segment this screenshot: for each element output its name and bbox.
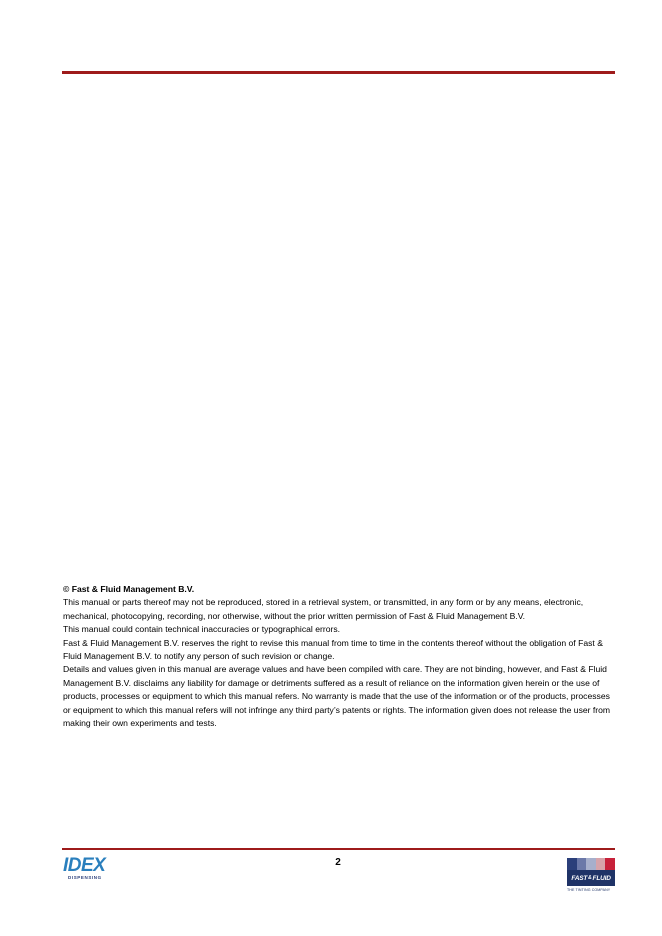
fast-and-fluid-logo bbox=[567, 858, 615, 892]
idex-logo-subtext: DISPENSING bbox=[68, 875, 102, 880]
header-rule bbox=[62, 71, 615, 74]
page-number: 2 bbox=[335, 857, 341, 868]
idex-logo-word: IDEX bbox=[63, 855, 106, 876]
wordmark-ampersand: & bbox=[588, 875, 592, 881]
copyright-paragraph-inaccuracies: This manual could contain technical inaccuracies or typographical errors. bbox=[63, 624, 341, 635]
wordmark-fast: FAST bbox=[571, 874, 588, 882]
copyright-heading: © Fast & Fluid Management B.V. bbox=[63, 584, 195, 594]
color-square bbox=[586, 858, 596, 870]
copyright-paragraph-revision: Fast & Fluid Management B.V. reserves the right to revise this manual from time to time in the contents thereof without the obligation of Fast & Fluid Management B.V. to notify any person of such revision or change. bbox=[63, 637, 603, 662]
color-square bbox=[567, 858, 577, 870]
color-square bbox=[577, 858, 587, 870]
fast-fluid-wordmark bbox=[567, 870, 615, 886]
color-square bbox=[605, 858, 615, 870]
copyright-paragraph-reproduction: This manual or parts thereof may not be reproduced, stored in a retrieval system, or transmitted, in any form or by any means, electronic, mechanical, photocopying, recording, nor otherwise, without the prior written permission of Fast & Fluid Management B.V. bbox=[63, 597, 584, 621]
wordmark-fluid: FLUID bbox=[592, 874, 611, 882]
color-squares-icon bbox=[567, 858, 615, 870]
fast-fluid-tagline: THE TINTING COMPANY bbox=[567, 888, 611, 892]
footer-rule bbox=[62, 848, 615, 850]
color-square bbox=[596, 858, 606, 870]
copyright-paragraph-liability: Details and values given in this manual are average values and have been compiled with care. They are not binding, however, and Fast & Fluid Management B.V. disclaims any liability for damage or detriments suffered as a result of reliance on the information given herein or the use of products, processes or equipment to which this manual refers. No warranty is made that the use of the information or of the products, processes or equipment to which this manual refers will not infringe any third party’s patents or rights. The information given does not release the user from making their own experiments and tests. bbox=[63, 664, 611, 729]
copyright-notice bbox=[63, 583, 615, 730]
